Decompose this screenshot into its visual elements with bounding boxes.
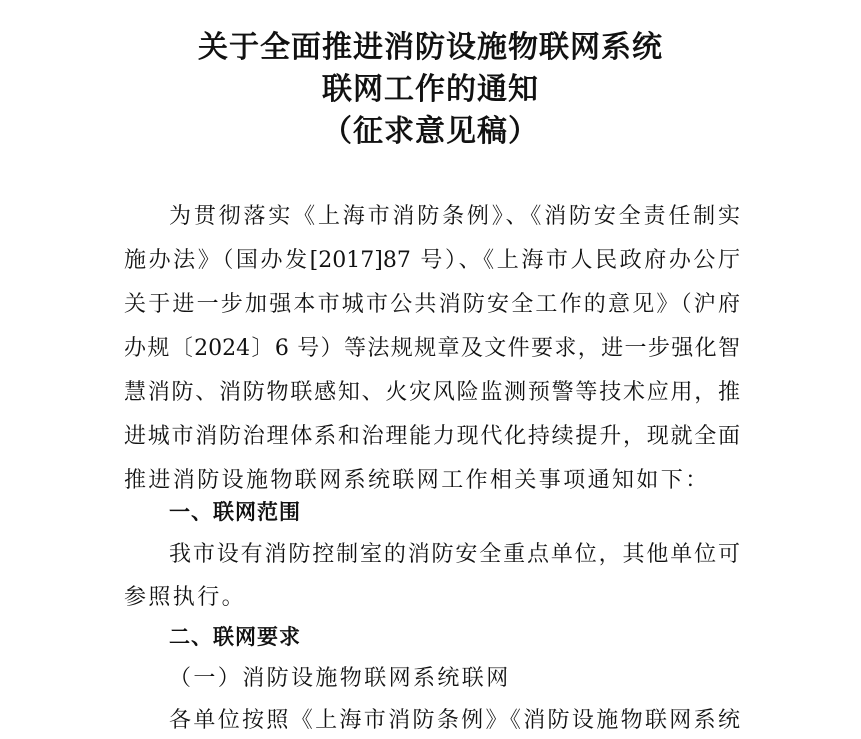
paragraph-1-line: 关于进一步加强本市城市公共消防安全工作的意见》（沪府	[124, 292, 740, 317]
paragraph-1-line: 推进消防设施物联网系统联网工作相关事项通知如下：	[124, 468, 710, 493]
title-line-1: 关于全面推进消防设施物联网系统	[198, 30, 663, 65]
paragraph-1-line: 进城市消防治理体系和治理能力现代化持续提升，现就全面	[124, 424, 740, 449]
paragraph-1-line: 慧消防、消防物联感知、火灾风险监测预警等技术应用，推	[124, 380, 740, 405]
subsection-1-heading: （一）消防设施物联网系统联网	[169, 666, 511, 691]
title-line-3: （征求意见稿）	[322, 114, 539, 149]
section-1-heading: 一、联网范围	[169, 500, 301, 524]
paragraph-1-line: 办规〔2024〕6 号）等法规规章及文件要求，进一步强化智	[124, 336, 740, 361]
section-1-text-line: 我市设有消防控制室的消防安全重点单位，其他单位可	[169, 542, 740, 567]
paragraph-1-line: 为贯彻落实《上海市消防条例》、《消防安全责任制实	[169, 204, 740, 229]
title-line-2: 联网工作的通知	[322, 72, 539, 107]
subsection-1-text-line: 各单位按照《上海市消防条例》《消防设施物联网系统	[169, 708, 740, 733]
paragraph-1-line: 施办法》（国办发[2017]87 号）、《上海市人民政府办公厅	[124, 248, 740, 273]
section-2-heading: 二、联网要求	[169, 625, 301, 649]
section-1-text-line: 参照执行。	[124, 585, 247, 610]
